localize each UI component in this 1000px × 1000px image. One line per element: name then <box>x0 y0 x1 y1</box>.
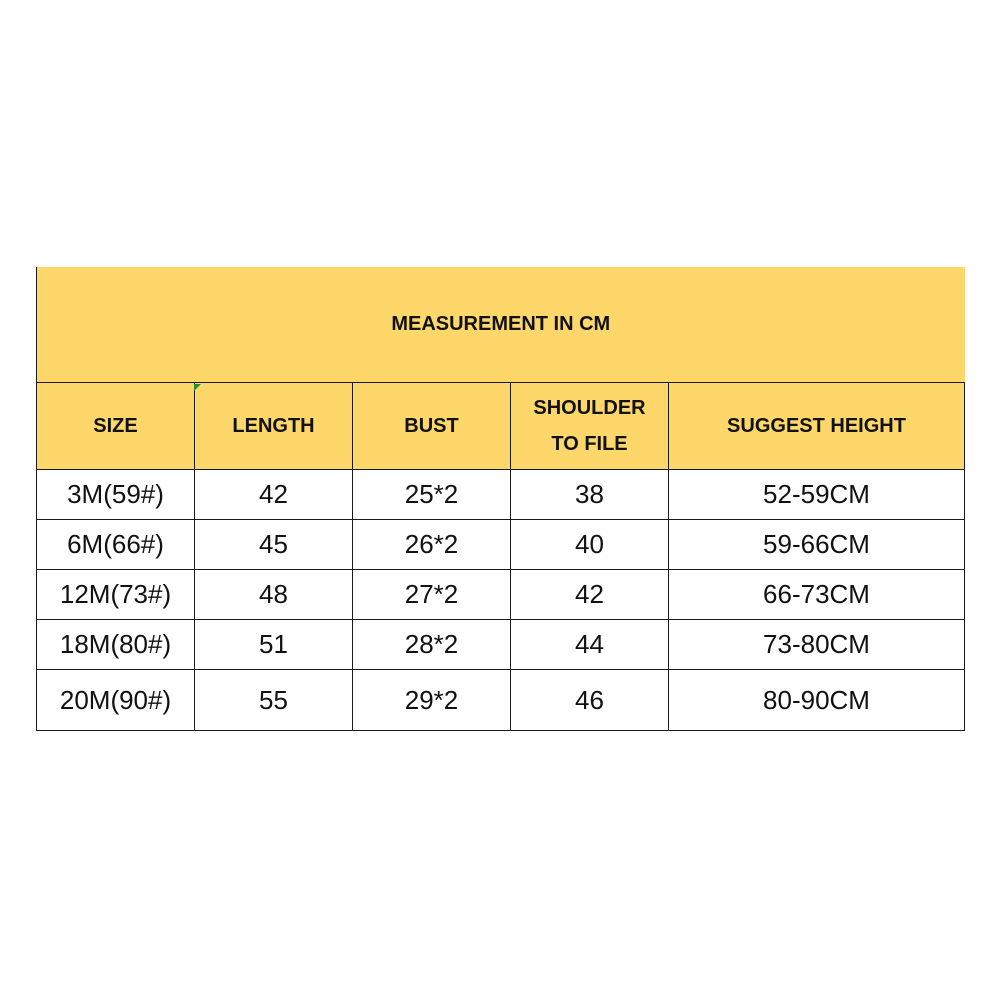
cell-suggest-height: 59-66CM <box>669 520 965 570</box>
cell-size: 18M(80#) <box>37 620 195 670</box>
cell-bust: 28*2 <box>353 620 511 670</box>
cell-bust: 26*2 <box>353 520 511 570</box>
cell-shoulder: 40 <box>511 520 669 570</box>
header-suggest-height-label: SUGGEST HEIGHT <box>727 415 906 437</box>
header-bust-label: BUST <box>404 415 459 437</box>
size-chart-table <box>36 267 965 731</box>
table-header-row <box>37 383 965 470</box>
cell-suggest-height: 80-90CM <box>669 670 965 731</box>
header-shoulder-label-line1: SHOULDER <box>533 397 646 419</box>
header-shoulder <box>511 383 669 470</box>
header-size <box>37 383 195 470</box>
header-length-label: LENGTH <box>232 415 315 437</box>
cell-shoulder: 42 <box>511 570 669 620</box>
cell-bust: 25*2 <box>353 470 511 520</box>
header-shoulder-label-line2: TO FILE <box>551 433 628 455</box>
cell-bust: 29*2 <box>353 670 511 731</box>
cell-size: 12M(73#) <box>37 570 195 620</box>
cell-suggest-height: 66-73CM <box>669 570 965 620</box>
cell-shoulder: 46 <box>511 670 669 731</box>
cell-length: 48 <box>195 570 353 620</box>
header-bust <box>353 383 511 470</box>
table-title-row <box>37 267 965 383</box>
cell-length: 42 <box>195 470 353 520</box>
table-row <box>37 570 965 620</box>
cell-length: 45 <box>195 520 353 570</box>
header-length <box>195 383 353 470</box>
cell-shoulder: 44 <box>511 620 669 670</box>
cell-suggest-height: 73-80CM <box>669 620 965 670</box>
table-title: MEASUREMENT IN CM <box>37 267 965 383</box>
table-row <box>37 670 965 731</box>
cell-marker-triangle <box>194 384 201 391</box>
table-row <box>37 520 965 570</box>
cell-shoulder: 38 <box>511 470 669 520</box>
header-suggest-height <box>669 383 965 470</box>
cell-length: 51 <box>195 620 353 670</box>
table-row <box>37 620 965 670</box>
cell-suggest-height: 52-59CM <box>669 470 965 520</box>
header-size-label: SIZE <box>93 415 138 437</box>
cell-size: 3M(59#) <box>37 470 195 520</box>
table-row <box>37 470 965 520</box>
cell-size: 20M(90#) <box>37 670 195 731</box>
cell-length: 55 <box>195 670 353 731</box>
cell-bust: 27*2 <box>353 570 511 620</box>
cell-size: 6M(66#) <box>37 520 195 570</box>
